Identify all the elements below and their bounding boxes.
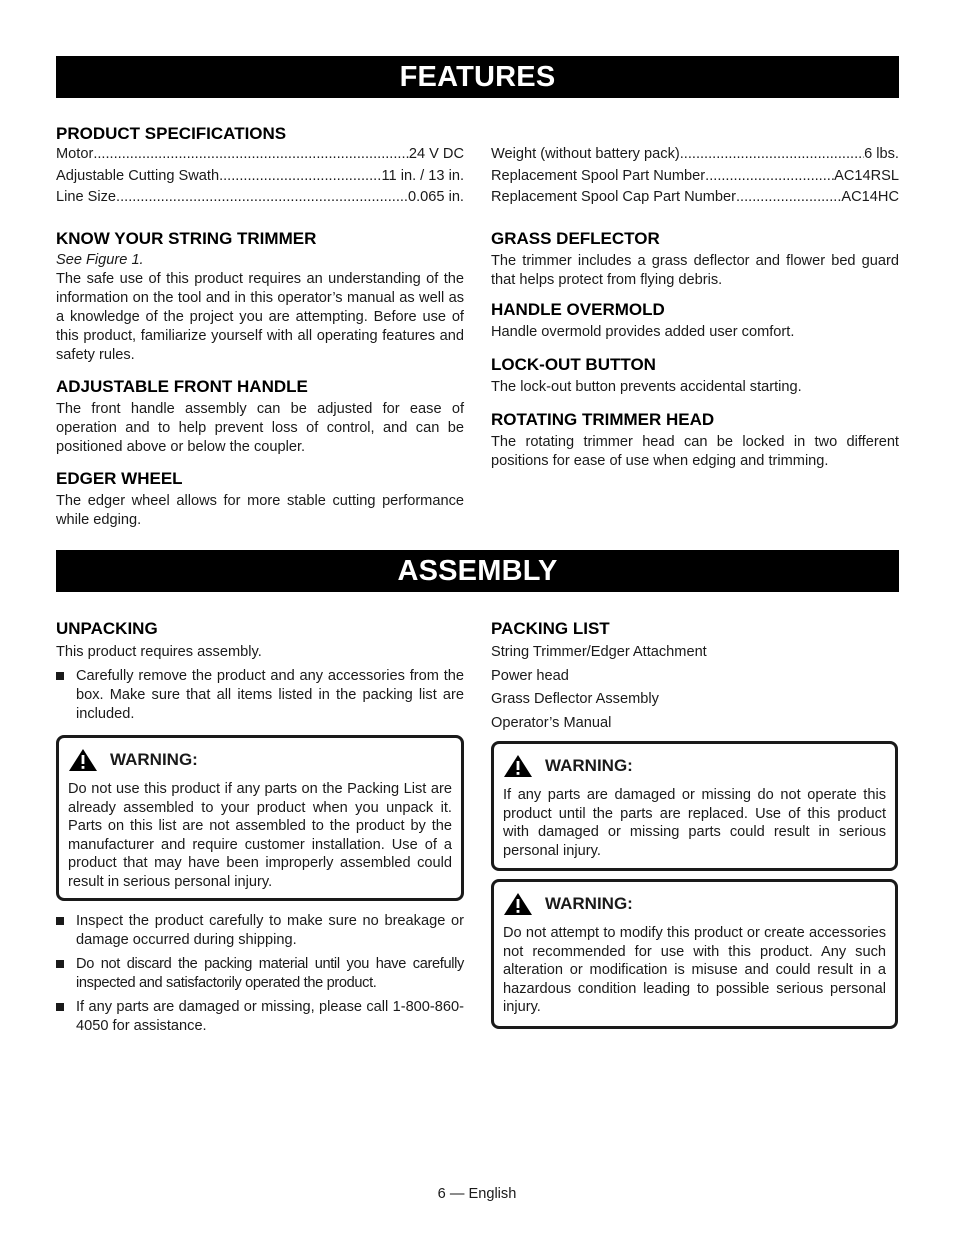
bullet-text: Carefully remove the product and any accessories from the box. Make sure that all items listed in the packing list are included. xyxy=(76,668,464,722)
warning-header xyxy=(503,892,886,916)
spec-value: 11 in. / 13 in. xyxy=(381,167,464,184)
warning-header xyxy=(503,754,886,778)
spec-label: Motor xyxy=(56,146,94,162)
edger-wheel-text: The edger wheel allows for more stable cutting performance while edging. xyxy=(56,493,464,528)
warning-text: Do not use this product if any parts on the Packing List are already assembled to your product when you unpack it. Parts on this list are not assembled to the product by the manufacturer and require customer installation. Use of a product that may have been improperly assembled could result in serious personal injury. xyxy=(68,781,452,890)
packing-list-item: Grass Deflector Assembly xyxy=(491,691,659,707)
page-footer: 6 — English xyxy=(437,1186,517,1202)
spec-value: AC14HC xyxy=(841,189,899,205)
know-trimmer-text: The safe use of this product requires an understanding of the information on the tool and in this operator’s manual as well as a knowledge of the project you are attempting. Before use of this product, familiarize yourself with all operating features and safety rules. xyxy=(56,271,464,363)
features-right-column xyxy=(491,229,899,471)
lockout-button-heading: LOCK-OUT BUTTON xyxy=(491,355,656,374)
warning-box-modify xyxy=(491,879,898,1029)
grass-deflector-text: The trimmer includes a grass deflector and flower bed guard that helps protect from flying debris. xyxy=(491,253,899,288)
warning-header xyxy=(68,748,452,772)
unpacking-heading: UNPACKING xyxy=(56,619,158,638)
warning-triangle-icon xyxy=(68,748,98,772)
specs-heading: PRODUCT SPECIFICATIONS xyxy=(56,124,287,143)
packing-list-item: String Trimmer/Edger Attachment xyxy=(491,644,707,660)
rotating-head-heading: ROTATING TRIMMER HEAD xyxy=(491,410,715,429)
features-left-column xyxy=(56,229,464,530)
bullet-text: Inspect the product carefully to make sure no breakage or damage occurred during shipping. xyxy=(76,913,464,948)
spec-value: 0.065 in. xyxy=(408,189,464,205)
unpacking-intro: This product requires assembly. xyxy=(56,644,262,660)
figure-reference: See Figure 1. xyxy=(56,252,144,268)
packing-list-item: Power head xyxy=(491,667,569,684)
front-handle-text: The front handle assembly can be adjusted for ease of operation and to help prevent loss of control, and can be positioned above or below the coupler. xyxy=(56,401,464,455)
warning-text: Do not attempt to modify this product or create accessories not recommended for use with this product. Any such alteration or modification is misuse and could result in a hazardous condition leading to possible serious personal injury. xyxy=(503,925,886,1016)
spec-value: 6 lbs. xyxy=(864,146,899,162)
unpacking-bullets xyxy=(56,908,464,1036)
spec-label: Line Size xyxy=(56,189,117,205)
warning-text: If any parts are damaged or missing do not operate this product until the parts are replaced. Use of this product with damaged or missing parts could result in serious personal injury. xyxy=(503,787,886,859)
spec-label: Replacement Spool Part Number xyxy=(491,167,706,184)
list-item xyxy=(56,998,464,1036)
rotating-head-text: The rotating trimmer head can be locked in two different positions for ease of use when edging and trimming. xyxy=(491,434,899,469)
handle-overmold-heading: HANDLE OVERMOLD xyxy=(491,300,665,319)
unpacking-section xyxy=(56,619,464,724)
spec-row xyxy=(491,167,899,189)
spec-label: Weight (without battery pack) xyxy=(491,146,680,162)
features-banner: FEATURES xyxy=(56,56,899,98)
spec-row xyxy=(56,145,464,167)
spec-value: 24 V DC xyxy=(408,146,464,162)
spec-row xyxy=(56,188,464,210)
spec-label: Replacement Spool Cap Part Number xyxy=(491,189,736,205)
product-specifications-left xyxy=(56,124,464,210)
spec-label: Adjustable Cutting Swath xyxy=(56,167,220,184)
bullet-text: If any parts are damaged or missing, please call 1-800-860-4050 for assistance. xyxy=(76,999,464,1034)
spec-row xyxy=(491,188,899,210)
product-specifications-right xyxy=(491,145,899,210)
know-trimmer-heading: KNOW YOUR STRING TRIMMER xyxy=(56,229,317,248)
list-item xyxy=(56,667,464,724)
edger-wheel-heading: EDGER WHEEL xyxy=(56,469,183,488)
bullet-text: Do not discard the packing material until you have carefully inspected and satisfactorily operated the product. xyxy=(76,956,464,991)
grass-deflector-heading: GRASS DEFLECTOR xyxy=(491,229,660,248)
packing-list-heading: PACKING LIST xyxy=(491,619,610,638)
packing-list-item: Operator’s Manual xyxy=(491,714,612,731)
spec-row xyxy=(491,145,899,167)
warning-triangle-icon xyxy=(503,754,533,778)
list-item xyxy=(56,955,464,993)
handle-overmold-text: Handle overmold provides added user comfort. xyxy=(491,324,795,340)
warning-triangle-icon xyxy=(503,892,533,916)
warning-label: WARNING: xyxy=(545,755,633,775)
lockout-button-text: The lock-out button prevents accidental starting. xyxy=(491,379,802,395)
packing-list-section xyxy=(491,619,899,733)
warning-box-unpacking xyxy=(56,735,464,901)
list-item xyxy=(56,912,464,950)
warning-box-missing-parts xyxy=(491,741,898,871)
assembly-banner: ASSEMBLY xyxy=(56,550,899,592)
front-handle-heading: ADJUSTABLE FRONT HANDLE xyxy=(56,377,308,396)
spec-value: AC14RSL xyxy=(834,167,899,184)
warning-label: WARNING: xyxy=(545,893,633,913)
spec-row xyxy=(56,167,464,189)
warning-label: WARNING: xyxy=(110,749,198,769)
